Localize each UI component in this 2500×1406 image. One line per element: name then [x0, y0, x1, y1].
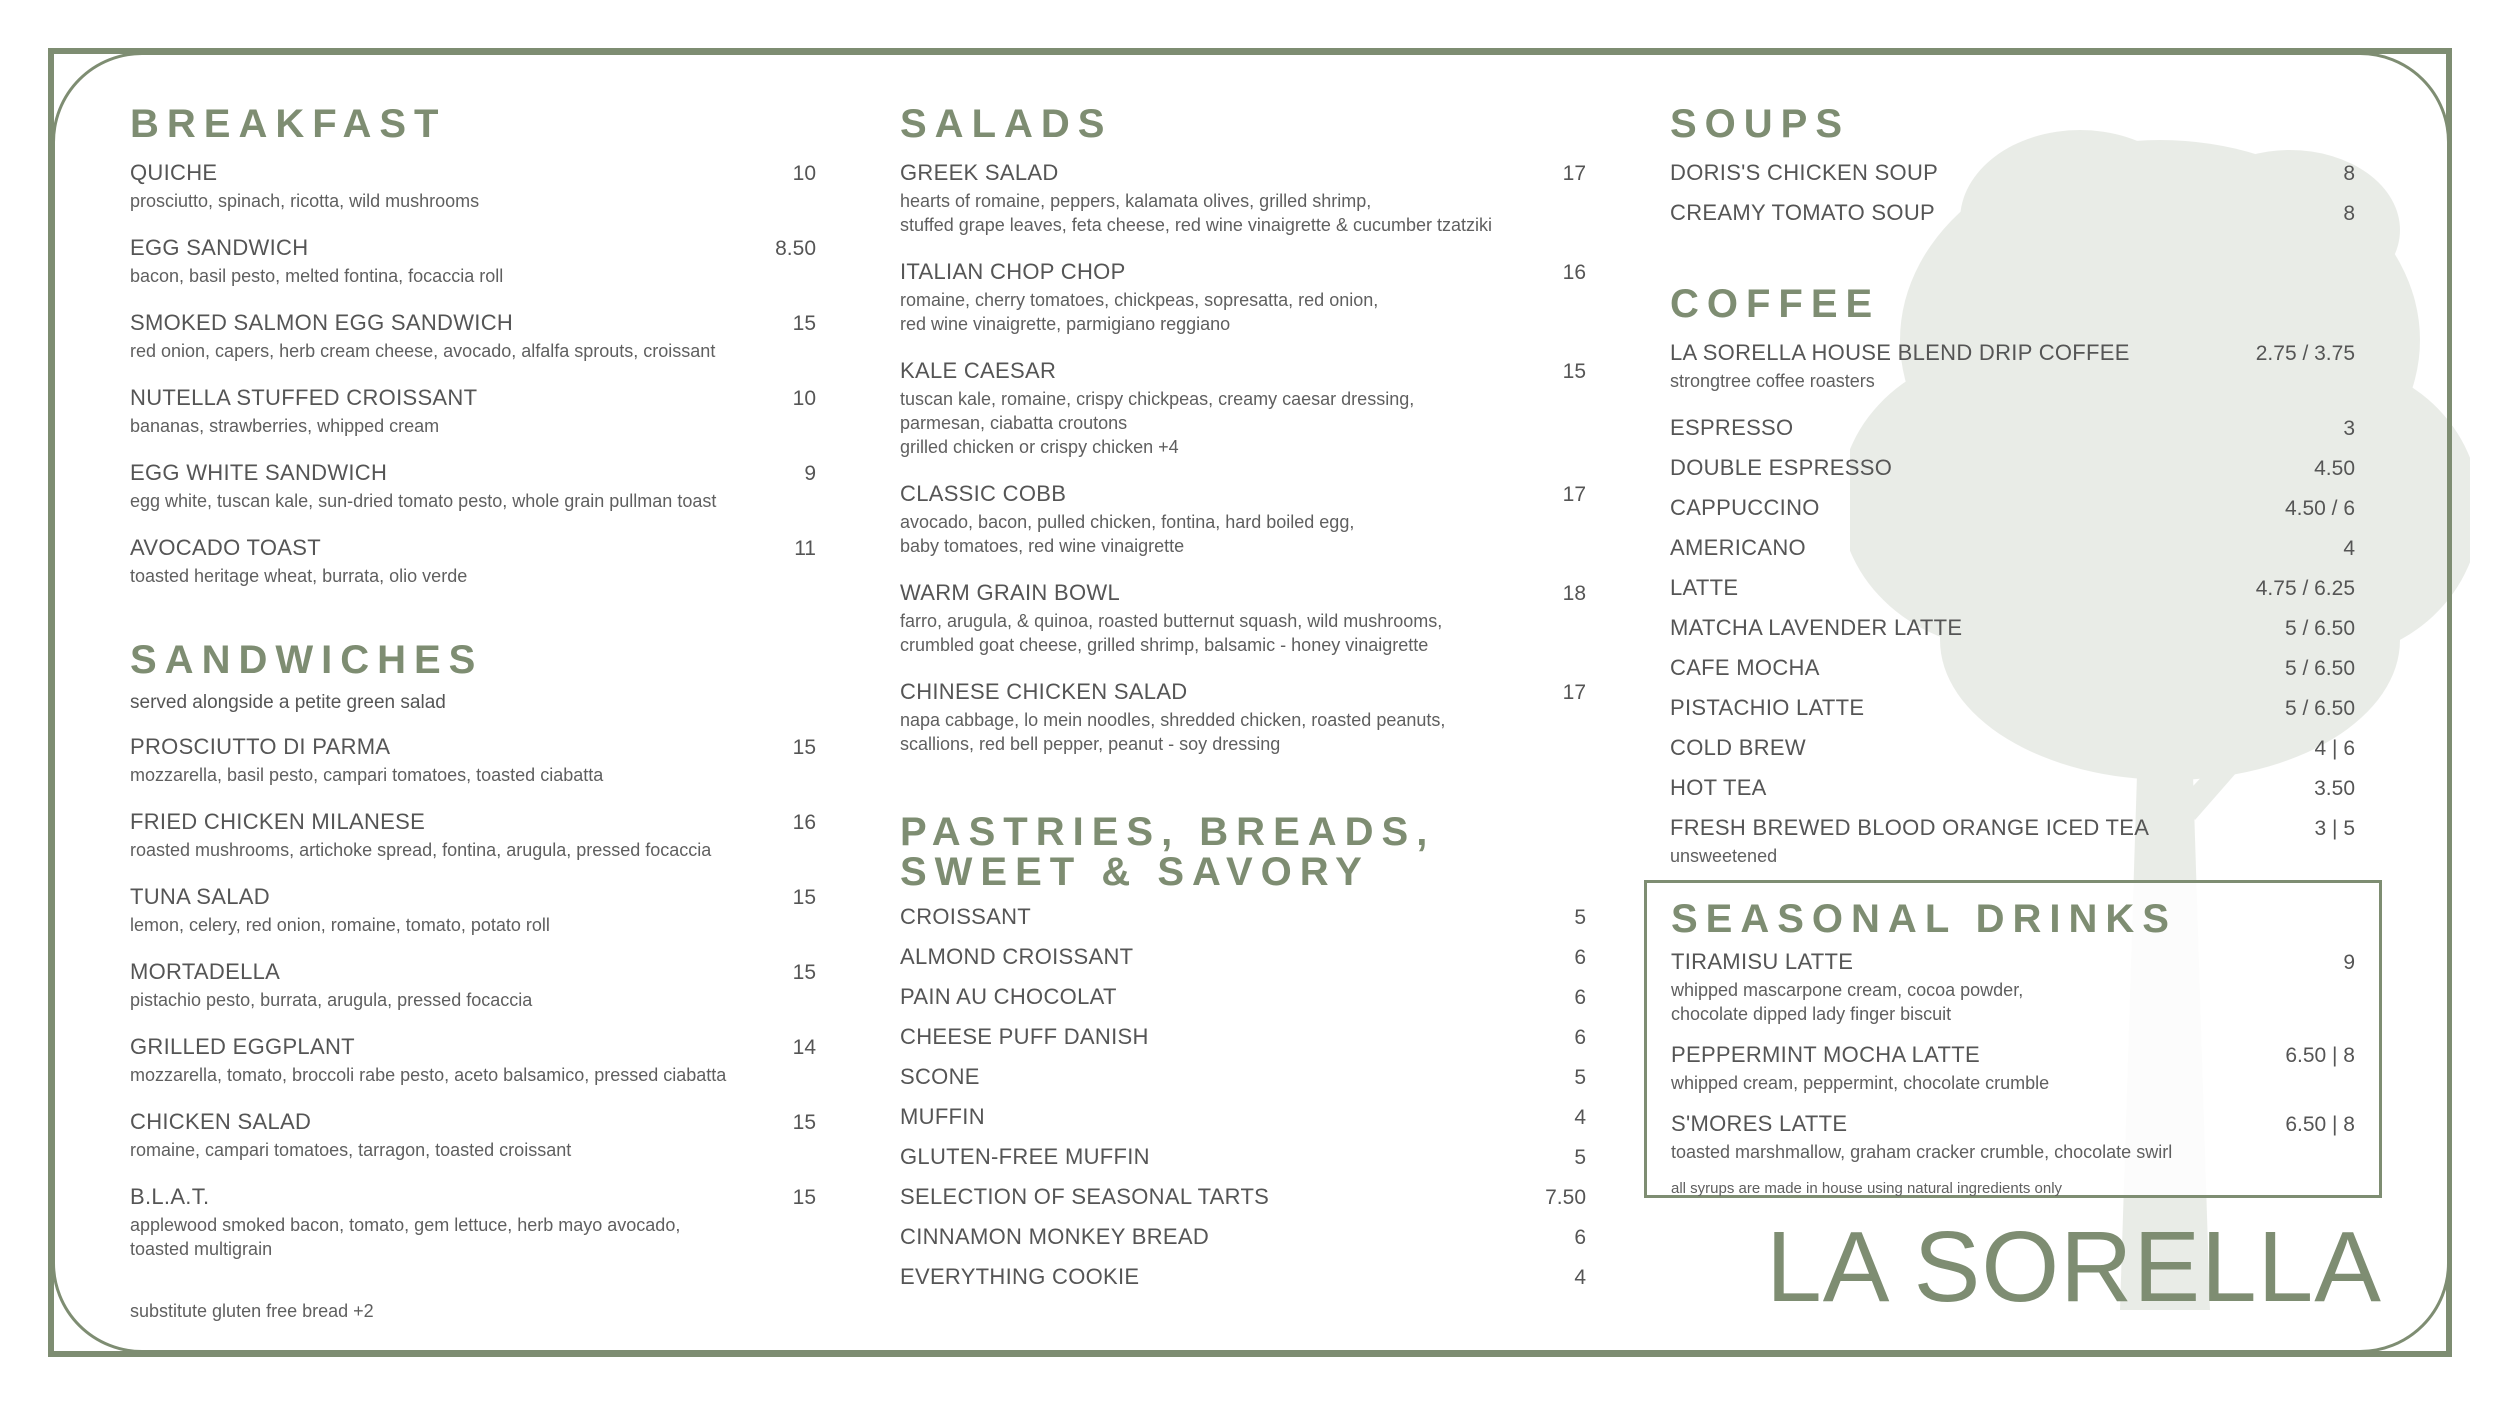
menu-item-description: toasted heritage wheat, burrata, olio verde: [130, 566, 468, 586]
menu-item-row: [900, 358, 1586, 384]
menu-item-price: 4: [2343, 537, 2355, 560]
menu-item-price: 5: [1574, 1066, 1586, 1089]
menu-item: [900, 679, 1586, 756]
menu-item-price: 6.50 | 8: [2285, 1113, 2355, 1136]
menu-item-price: 2.75 / 3.75: [2255, 342, 2355, 365]
menu-item: [1670, 160, 2355, 186]
menu-item-name: ALMOND CROISSANT: [900, 944, 1134, 969]
menu-item: [900, 984, 1586, 1010]
coffee-title: COFFEE: [1670, 282, 1881, 326]
menu-item-row: [130, 959, 816, 985]
menu-item: [130, 1109, 816, 1162]
menu-item-name: QUICHE: [130, 160, 218, 185]
coffee-section: [1670, 280, 2355, 868]
menu-item-price: 15: [792, 1111, 816, 1134]
menu-item-row: [1670, 495, 2355, 521]
syrups-note: all syrups are made in house using natural ingredients only: [1671, 1180, 2063, 1197]
menu-item-name: ITALIAN CHOP CHOP: [900, 259, 1126, 284]
menu-item-name: EGG SANDWICH: [130, 235, 309, 260]
menu-item-name: EGG WHITE SANDWICH: [130, 460, 388, 485]
menu-item-price: 5: [1574, 1146, 1586, 1169]
menu-item: [900, 1224, 1586, 1250]
menu-item-price: 18: [1562, 582, 1586, 605]
menu-item-name: SELECTION OF SEASONAL TARTS: [900, 1184, 1270, 1209]
menu-item-description: egg white, tuscan kale, sun-dried tomato pesto, whole grain pullman toast: [130, 491, 717, 511]
menu-item-price: 6: [1574, 986, 1586, 1009]
menu-item: [900, 1264, 1586, 1290]
menu-item-row: [130, 884, 816, 910]
seasonal-list: [1671, 949, 2355, 1164]
menu-item: [1670, 575, 2355, 601]
menu-item-price: 15: [1562, 360, 1586, 383]
pastries-title-line2: SWEET & SAVORY: [900, 850, 1370, 894]
menu-item: [900, 580, 1586, 657]
menu-item-name: AVOCADO TOAST: [130, 535, 321, 560]
menu-item-name: LATTE: [1670, 575, 1739, 600]
menu-item: [130, 884, 816, 937]
menu-item-row: [1670, 415, 2355, 441]
menu-item-name: KALE CAESAR: [900, 358, 1057, 383]
menu-item: [130, 310, 816, 363]
menu-item-description: whipped cream, peppermint, chocolate crumble: [1671, 1073, 2050, 1093]
menu-item: [900, 259, 1586, 336]
menu-item-row: [130, 160, 816, 186]
menu-item: [1671, 949, 2355, 1026]
menu-item-row: [1670, 455, 2355, 481]
menu-item-name: MORTADELLA: [130, 959, 281, 984]
menu-item: [900, 160, 1586, 237]
menu-item-price: 8: [2343, 202, 2355, 225]
menu-item: [900, 944, 1586, 970]
menu-item-row: [900, 1184, 1586, 1210]
column-right: [1670, 100, 2355, 890]
menu-item-row: [130, 809, 816, 835]
menu-item-name: CHEESE PUFF DANISH: [900, 1024, 1149, 1049]
brand-logo: LA SORELLA: [1766, 1211, 2382, 1323]
menu-item-price: 3.50: [2314, 777, 2355, 800]
menu-item-price: 15: [792, 312, 816, 335]
menu-item: [1670, 655, 2355, 681]
menu-item-description: strongtree coffee roasters: [1670, 371, 1875, 391]
menu-item-row: [900, 944, 1586, 970]
menu-item: [1670, 615, 2355, 641]
pastries-list: [900, 904, 1586, 1290]
menu-item: [130, 809, 816, 862]
menu-item-name: COLD BREW: [1670, 735, 1806, 760]
menu-item-name: GLUTEN-FREE MUFFIN: [900, 1144, 1150, 1169]
menu-item-row: [1670, 815, 2355, 841]
menu-item-row: [1671, 1042, 2355, 1068]
menu-item-description: napa cabbage, lo mein noodles, shredded chicken, roasted peanuts, scallions, red bell pepper, peanut - soy dressing: [900, 710, 1446, 754]
menu-item-description: red onion, capers, herb cream cheese, avocado, alfalfa sprouts, croissant: [130, 341, 716, 361]
menu-item: [130, 535, 816, 588]
menu-item-row: [130, 310, 816, 336]
menu-item-price: 4.75 / 6.25: [2255, 577, 2355, 600]
menu-item-row: [900, 481, 1586, 507]
menu-item-name: CROISSANT: [900, 904, 1032, 929]
menu-item: [1670, 815, 2355, 868]
menu-item: [130, 959, 816, 1012]
menu-item-name: ESPRESSO: [1670, 415, 1794, 440]
soups-list: [1670, 160, 2355, 226]
menu-item-price: 15: [792, 886, 816, 909]
menu-item: [130, 734, 816, 787]
menu-item: [900, 1184, 1586, 1210]
menu-item-price: 5: [1574, 906, 1586, 929]
soups-section: [1670, 100, 2355, 226]
sandwiches-section: [130, 636, 816, 1322]
menu-item-description: roasted mushrooms, artichoke spread, fontina, arugula, pressed focaccia: [130, 840, 712, 860]
seasonal-drinks-box: [1644, 880, 2382, 1198]
menu-item-name: S'MORES LATTE: [1671, 1111, 1848, 1136]
menu-item: [1670, 415, 2355, 441]
menu-item-name: TIRAMISU LATTE: [1671, 949, 1854, 974]
menu-item-description: pistachio pesto, burrata, arugula, pressed focaccia: [130, 990, 533, 1010]
menu-item: [1670, 695, 2355, 721]
menu-item: [900, 358, 1586, 459]
menu-item-description: romaine, campari tomatoes, tarragon, toasted croissant: [130, 1140, 572, 1160]
menu-item-price: 6.50 | 8: [2285, 1044, 2355, 1067]
menu-item-name: PAIN AU CHOCOLAT: [900, 984, 1117, 1009]
menu-item-row: [1670, 200, 2355, 226]
menu-item-name: FRIED CHICKEN MILANESE: [130, 809, 426, 834]
menu-item: [1671, 1042, 2355, 1095]
menu-item-price: 9: [2343, 951, 2355, 974]
menu-item-row: [900, 160, 1586, 186]
menu-item-name: MATCHA LAVENDER LATTE: [1670, 615, 1963, 640]
menu-item-description: bananas, strawberries, whipped cream: [130, 416, 440, 436]
menu-item-description: prosciutto, spinach, ricotta, wild mushrooms: [130, 191, 480, 211]
menu-item: [900, 1104, 1586, 1130]
menu-item-row: [900, 1224, 1586, 1250]
menu-item-name: CINNAMON MONKEY BREAD: [900, 1224, 1210, 1249]
menu-item-price: 6: [1574, 1226, 1586, 1249]
soups-title: SOUPS: [1670, 102, 1851, 146]
menu-item-row: [130, 385, 816, 411]
menu-item-price: 4: [1574, 1106, 1586, 1129]
menu-item: [900, 904, 1586, 930]
pastries-title: [900, 812, 1586, 892]
menu-item-price: 9: [804, 462, 816, 485]
menu-item-row: [900, 1104, 1586, 1130]
menu-item-name: CAFE MOCHA: [1670, 655, 1820, 680]
menu-item-row: [900, 1144, 1586, 1170]
menu-item-description: farro, arugula, & quinoa, roasted butternut squash, wild mushrooms, crumbled goat cheese, grilled shrimp, balsamic - honey vinaigrette: [900, 611, 1443, 655]
menu-item-description: toasted marshmallow, graham cracker crumble, chocolate swirl: [1671, 1142, 2173, 1162]
menu-item-row: [900, 1264, 1586, 1290]
salads-section: [900, 100, 1586, 756]
menu-item: [130, 235, 816, 288]
menu-item: [1670, 200, 2355, 226]
menu-item-price: 11: [794, 537, 816, 560]
menu-item-row: [1670, 735, 2355, 761]
column-middle: [900, 100, 1586, 1304]
menu-item-name: SCONE: [900, 1064, 980, 1089]
column-left: [130, 100, 816, 1322]
menu-item-price: 17: [1562, 681, 1586, 704]
salads-list: [900, 160, 1586, 756]
menu-item-row: [900, 984, 1586, 1010]
menu-item-row: [130, 1034, 816, 1060]
menu-item-price: 4: [1574, 1266, 1586, 1289]
menu-item: [1670, 495, 2355, 521]
menu-item-name: TUNA SALAD: [130, 884, 270, 909]
menu-item-name: CHICKEN SALAD: [130, 1109, 312, 1134]
menu-item-name: LA SORELLA HOUSE BLEND DRIP COFFEE: [1670, 340, 2130, 365]
menu-item-price: 15: [792, 1186, 816, 1209]
menu-item-row: [1670, 775, 2355, 801]
menu-item-price: 14: [792, 1036, 816, 1059]
menu-item-name: PISTACHIO LATTE: [1670, 695, 1865, 720]
menu-item-price: 8: [2343, 162, 2355, 185]
menu-item-row: [1670, 655, 2355, 681]
menu-item-name: CLASSIC COBB: [900, 481, 1067, 506]
sandwiches-note: served alongside a petite green salad: [130, 692, 446, 713]
menu-item-price: 3: [2343, 417, 2355, 440]
menu-item: [1670, 735, 2355, 761]
menu-item-row: [1670, 695, 2355, 721]
menu-item-row: [900, 1024, 1586, 1050]
menu-item-price: 17: [1562, 483, 1586, 506]
menu-item-description: lemon, celery, red onion, romaine, tomato, potato roll: [130, 915, 550, 935]
menu-item-row: [900, 259, 1586, 285]
menu-item-description: bacon, basil pesto, melted fontina, focaccia roll: [130, 266, 504, 286]
menu-item-description: mozzarella, tomato, broccoli rabe pesto, aceto balsamico, pressed ciabatta: [130, 1065, 727, 1085]
menu-item-price: 6: [1574, 946, 1586, 969]
menu-item-name: DOUBLE ESPRESSO: [1670, 455, 1893, 480]
menu-item-name: PEPPERMINT MOCHA LATTE: [1671, 1042, 1980, 1067]
menu-item-price: 16: [792, 811, 816, 834]
menu-item: [130, 1184, 816, 1261]
menu-item-name: MUFFIN: [900, 1104, 985, 1129]
pastries-section: [900, 812, 1586, 1290]
menu-item-row: [130, 235, 816, 261]
menu-item: [1670, 775, 2355, 801]
menu-item-row: [1670, 340, 2355, 366]
menu-item-name: B.L.A.T.: [130, 1184, 210, 1209]
menu-item-price: 16: [1562, 261, 1586, 284]
menu-item: [1671, 1111, 2355, 1164]
seasonal-title: SEASONAL DRINKS: [1671, 897, 2177, 941]
sandwiches-list: [130, 734, 816, 1261]
menu-item-name: AMERICANO: [1670, 535, 1806, 560]
menu-item-name: WARM GRAIN BOWL: [900, 580, 1121, 605]
menu-item-row: [900, 904, 1586, 930]
menu-item-price: 10: [792, 387, 816, 410]
menu-item-row: [1670, 575, 2355, 601]
menu-item-name: PROSCIUTTO DI PARMA: [130, 734, 391, 759]
menu-item-price: 5 / 6.50: [2284, 657, 2355, 680]
menu-item-price: 5 / 6.50: [2284, 697, 2355, 720]
pastries-title-line1: PASTRIES, BREADS,: [900, 810, 1436, 854]
menu-item-row: [900, 580, 1586, 606]
menu-item-name: FRESH BREWED BLOOD ORANGE ICED TEA: [1670, 815, 2150, 840]
sandwiches-title: SANDWICHES: [130, 638, 484, 682]
menu-item-price: 4.50 / 6: [2284, 497, 2355, 520]
menu-item-name: GRILLED EGGPLANT: [130, 1034, 355, 1059]
menu-item-price: 10: [792, 162, 816, 185]
menu-item-row: [900, 1064, 1586, 1090]
menu-item: [130, 385, 816, 438]
menu-item: [130, 160, 816, 213]
menu-item-name: CREAMY TOMATO SOUP: [1670, 200, 1935, 225]
menu-item-description: tuscan kale, romaine, crispy chickpeas, creamy caesar dressing, parmesan, ciabatta croutons grilled chicken or crispy chicken +4: [900, 389, 1415, 457]
menu-item-description: unsweetened: [1670, 846, 1778, 866]
salads-title: SALADS: [900, 102, 1113, 146]
menu-item-price: 15: [792, 961, 816, 984]
menu-item-row: [130, 1109, 816, 1135]
menu-item-row: [1670, 615, 2355, 641]
menu-item-name: NUTELLA STUFFED CROISSANT: [130, 385, 478, 410]
menu-item-price: 4.50: [2314, 457, 2355, 480]
menu-item-price: 4 | 6: [2314, 737, 2355, 760]
menu-item-row: [1671, 1111, 2355, 1137]
menu-item-description: hearts of romaine, peppers, kalamata olives, grilled shrimp, stuffed grape leaves, feta cheese, red wine vinaigrette & cucumber tzatziki: [900, 191, 1492, 235]
menu-item-description: applewood smoked bacon, tomato, gem lettuce, herb mayo avocado, toasted multigrain: [130, 1215, 681, 1259]
menu-item: [900, 481, 1586, 558]
menu-item-description: mozzarella, basil pesto, campari tomatoes, toasted ciabatta: [130, 765, 604, 785]
menu-item: [130, 460, 816, 513]
menu-item-name: HOT TEA: [1670, 775, 1767, 800]
breakfast-section: [130, 100, 816, 588]
menu-item-row: [900, 679, 1586, 705]
menu-item-name: CHINESE CHICKEN SALAD: [900, 679, 1188, 704]
menu-item: [130, 1034, 816, 1087]
menu-item-row: [130, 734, 816, 760]
menu-item-name: DORIS'S CHICKEN SOUP: [1670, 160, 1939, 185]
breakfast-title: BREAKFAST: [130, 102, 447, 146]
menu-item-name: CAPPUCCINO: [1670, 495, 1820, 520]
menu-item-row: [130, 535, 816, 561]
menu-item: [1670, 535, 2355, 561]
menu-item-row: [1670, 535, 2355, 561]
menu-item: [1670, 340, 2355, 393]
menu-item-description: whipped mascarpone cream, cocoa powder, chocolate dipped lady finger biscuit: [1671, 980, 2024, 1024]
menu-item: [900, 1064, 1586, 1090]
menu-item-row: [130, 460, 816, 486]
menu-item-description: romaine, cherry tomatoes, chickpeas, sopresatta, red onion, red wine vinaigrette, parmigiano reggiano: [900, 290, 1379, 334]
menu-item: [900, 1024, 1586, 1050]
menu-item-name: GREEK SALAD: [900, 160, 1059, 185]
menu-item-name: EVERYTHING COOKIE: [900, 1264, 1140, 1289]
menu-item-row: [1670, 160, 2355, 186]
menu-item-name: SMOKED SALMON EGG SANDWICH: [130, 310, 514, 335]
breakfast-list: [130, 160, 816, 588]
menu-item-price: 3 | 5: [2314, 817, 2355, 840]
gluten-free-footnote: substitute gluten free bread +2: [130, 1301, 374, 1321]
menu-item-row: [130, 1184, 816, 1210]
menu-item: [1670, 455, 2355, 481]
menu-item-row: [1671, 949, 2355, 975]
menu-item-price: 6: [1574, 1026, 1586, 1049]
menu-item-description: avocado, bacon, pulled chicken, fontina, hard boiled egg, baby tomatoes, red wine vinaigrette: [900, 512, 1355, 556]
menu-item-price: 17: [1562, 162, 1586, 185]
menu-item-price: 7.50: [1545, 1186, 1586, 1209]
coffee-list: [1670, 340, 2355, 868]
menu-item: [900, 1144, 1586, 1170]
menu-item-price: 8.50: [775, 237, 816, 260]
menu-item-price: 15: [792, 736, 816, 759]
menu-item-price: 5 / 6.50: [2284, 617, 2355, 640]
